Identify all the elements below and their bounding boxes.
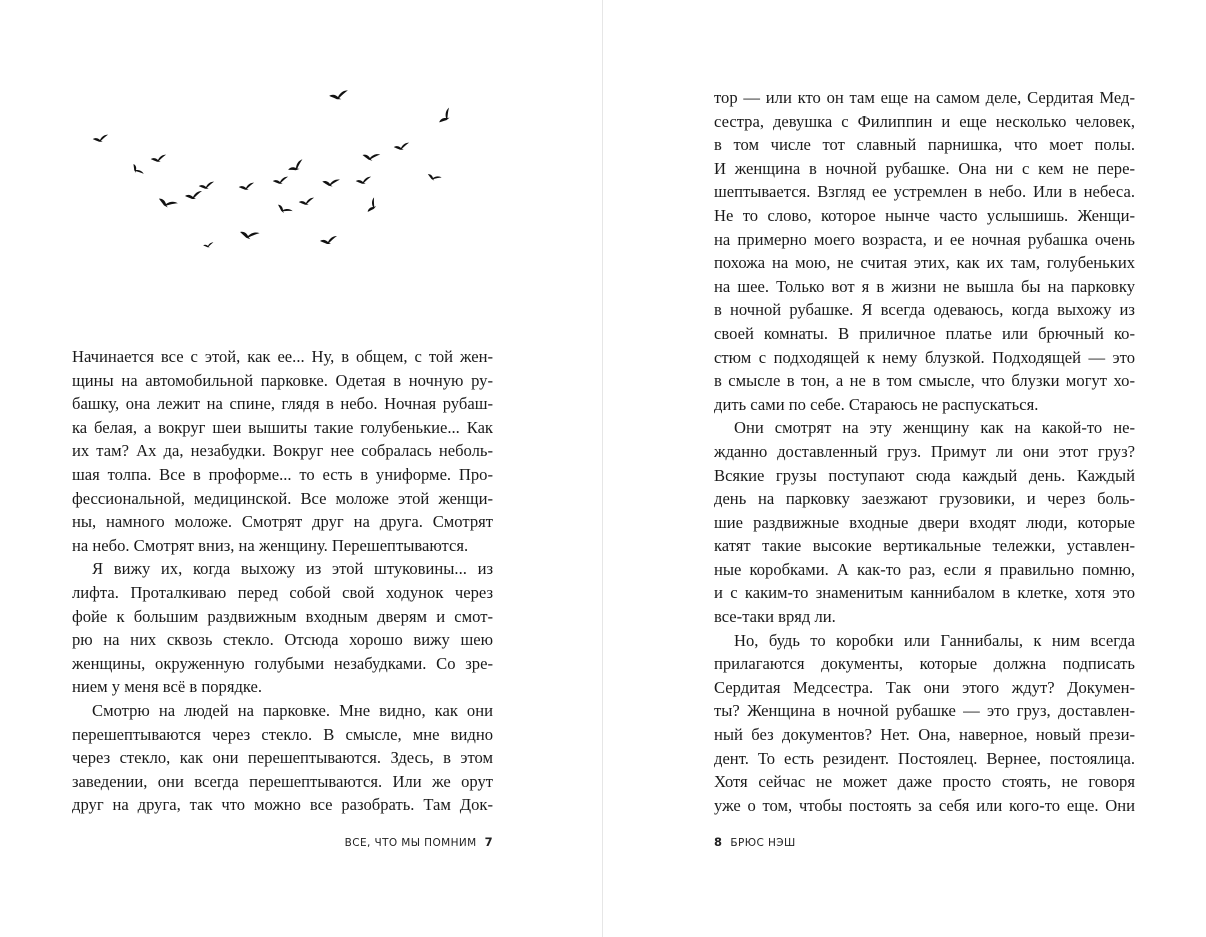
text-line: своей комнаты. В приличное платье или брючный ко- bbox=[714, 323, 1135, 343]
text-line: уже о том, чтобы постоять за себя или кого-то еще. Они bbox=[714, 795, 1135, 815]
text-line: на примерно моего возраста, и ее ночная рубашка очень bbox=[714, 229, 1135, 249]
text-line: их там? Ах да, незабудки. Вокруг нее собралась неболь- bbox=[72, 441, 493, 461]
bird-icon bbox=[394, 143, 409, 150]
text-line: друг на друга, так что можно все разобрать. Там Док- bbox=[72, 795, 493, 815]
text-line: башку, она лежит на спине, глядя в небо. Ночная рубаш- bbox=[72, 394, 493, 414]
text-line: на шее. Только вот я в жизни не вышла бы на парковку bbox=[714, 276, 1135, 296]
text-line: заведении, они всегда перешептываются. Или же орут bbox=[72, 771, 493, 791]
text-line: Они смотрят на эту женщину как на какой-то не- bbox=[734, 418, 1135, 438]
bird-icon bbox=[131, 162, 143, 177]
bird-icon bbox=[362, 150, 380, 162]
bird-icon bbox=[329, 90, 348, 99]
text-line: ка белая, а вокруг шеи вышиты такие голубенькие... Как bbox=[72, 417, 493, 437]
text-line: тор — или кто он там еще на самом деле, Сердитая Мед- bbox=[714, 88, 1135, 107]
bird-icon bbox=[427, 171, 442, 183]
text-line: в ночной рубашке. Я всегда одеваюсь, когда выхожу из bbox=[714, 300, 1135, 320]
page-number: 7 bbox=[484, 835, 493, 849]
bird-icon bbox=[320, 236, 337, 244]
text-line: дент. То есть резидент. Постоялец. Вернее, постоялица. bbox=[714, 748, 1135, 768]
bird-icon bbox=[273, 177, 288, 184]
text-line: шие раздвижные входные двери входят люди, которые bbox=[714, 512, 1135, 532]
text-line: шептывается. Взгляд ее устремлен в небо. Или в небеса. bbox=[714, 182, 1135, 202]
running-title: ВСЕ, ЧТО МЫ ПОМНИМ bbox=[344, 837, 477, 849]
text-line: щины на автомобильной парковке. Одетая в ночную ру- bbox=[72, 370, 493, 390]
text-line: в смысле в тон, а не в том смысле, что блузки могут хо- bbox=[714, 371, 1135, 391]
text-line: похожа на мою, не считая этих, как их там, голубеньких bbox=[714, 253, 1135, 273]
bird-icon bbox=[276, 201, 292, 216]
running-title: БРЮС НЭШ bbox=[730, 837, 796, 849]
text-line: Но, будь то коробки или Ганнибалы, к ним всегда bbox=[734, 630, 1135, 650]
right-page-text bbox=[714, 86, 1135, 817]
right-page bbox=[603, 0, 1206, 937]
bird-icon bbox=[199, 182, 214, 189]
text-line: Я вижу их, когда выхожу из этой штуковины... из bbox=[92, 559, 493, 579]
text-line: катят такие высокие вертикальные тележки, уставлен- bbox=[714, 536, 1135, 556]
bird-icon bbox=[299, 198, 314, 205]
page-number: 8 bbox=[714, 835, 723, 849]
bird-icon bbox=[93, 135, 108, 142]
text-line: рю на них сквозь стекло. Отсюда хорошо вижу шею bbox=[72, 630, 493, 650]
text-line: ты? Женщина в ночной рубашке — это груз, доставлен- bbox=[714, 701, 1135, 721]
text-line: стюм с подходящей к нему блузкой. Подходящей — это bbox=[714, 347, 1135, 367]
text-line: нием у меня всё в порядке. bbox=[72, 677, 263, 697]
text-line: все-таки вряд ли. bbox=[714, 607, 836, 627]
bird-icon bbox=[151, 155, 166, 162]
text-line: лифта. Проталкиваю перед собой свой ходунок через bbox=[72, 582, 493, 602]
bird-icon bbox=[239, 227, 260, 242]
running-footer bbox=[345, 835, 493, 849]
left-page bbox=[0, 0, 602, 937]
left-page-text bbox=[72, 345, 493, 817]
text-line: день на парковку заезжают грузовики, и через боль- bbox=[714, 489, 1135, 509]
running-footer bbox=[714, 835, 796, 849]
text-line: Смотрю на людей на парковке. Мне видно, как они bbox=[92, 700, 493, 720]
bird-icon bbox=[157, 194, 178, 211]
text-line: перешептываются через стекло. В смысле, мне видно bbox=[72, 724, 493, 744]
bird-icon bbox=[356, 177, 371, 184]
text-line: через стекло, как они перешептываются. Здесь, в этом bbox=[72, 748, 493, 768]
text-line: дить сами по себе. Стараюсь не распускаться. bbox=[714, 394, 1039, 414]
text-line: жданно доставленный груз. Примут ли они этот груз? bbox=[714, 441, 1135, 461]
bird-icon bbox=[322, 177, 340, 188]
text-line: Начинается все с этой, как ее... Ну, в общем, с той жен- bbox=[72, 347, 493, 366]
bird-icon bbox=[286, 159, 305, 172]
text-line: Сердитая Медсестра. Так они этого ждут? Докумен- bbox=[714, 677, 1135, 697]
bird-icon bbox=[239, 183, 254, 190]
text-line: ные коробками. А как-то раз, если я правильно помню, bbox=[714, 559, 1135, 579]
text-line: женщины, окруженную голубыми незабудками. Со зре- bbox=[72, 653, 493, 673]
text-line: фессиональной, медицинской. Все моложе этой женщи- bbox=[72, 488, 493, 508]
text-line: на небо. Смотрят вниз, на женщину. Перешептываются. bbox=[72, 535, 469, 555]
text-line: Не то слово, которое нынче часто услышишь. Женщи- bbox=[714, 205, 1135, 225]
text-line: И женщина в ночной рубашке. Она ни с кем не пере- bbox=[714, 158, 1135, 178]
bird-icon bbox=[364, 197, 379, 213]
flock-of-birds-illustration bbox=[88, 82, 458, 257]
bird-icon bbox=[203, 242, 213, 247]
text-line: прилагаются документы, которые должна подписать bbox=[714, 654, 1135, 674]
text-line: ный без документов? Нет. Она, наверное, новый прези- bbox=[714, 725, 1135, 745]
bird-icon bbox=[185, 191, 202, 199]
text-line: в том числе тот славный парнишка, что моет полы. bbox=[714, 135, 1135, 155]
bird-icon bbox=[436, 108, 454, 125]
text-line: и с каким-то знаменитым каннибалом в клетке, хотя это bbox=[714, 583, 1135, 603]
text-line: сестра, девушка с Филиппин и еще несколько человек, bbox=[714, 111, 1135, 131]
text-line: фойе к большим раздвижным входным дверям и смот- bbox=[72, 606, 493, 626]
text-line: Всякие грузы поступают сюда каждый день. Каждый bbox=[714, 465, 1135, 485]
text-line: шая толпа. Все в проформе... то есть в униформе. Про- bbox=[72, 464, 493, 484]
text-line: Хотя сейчас не может даже просто стоять, не говоря bbox=[714, 772, 1135, 792]
text-line: ны, намного моложе. Смотрят друг на друга. Смотрят bbox=[72, 512, 493, 532]
